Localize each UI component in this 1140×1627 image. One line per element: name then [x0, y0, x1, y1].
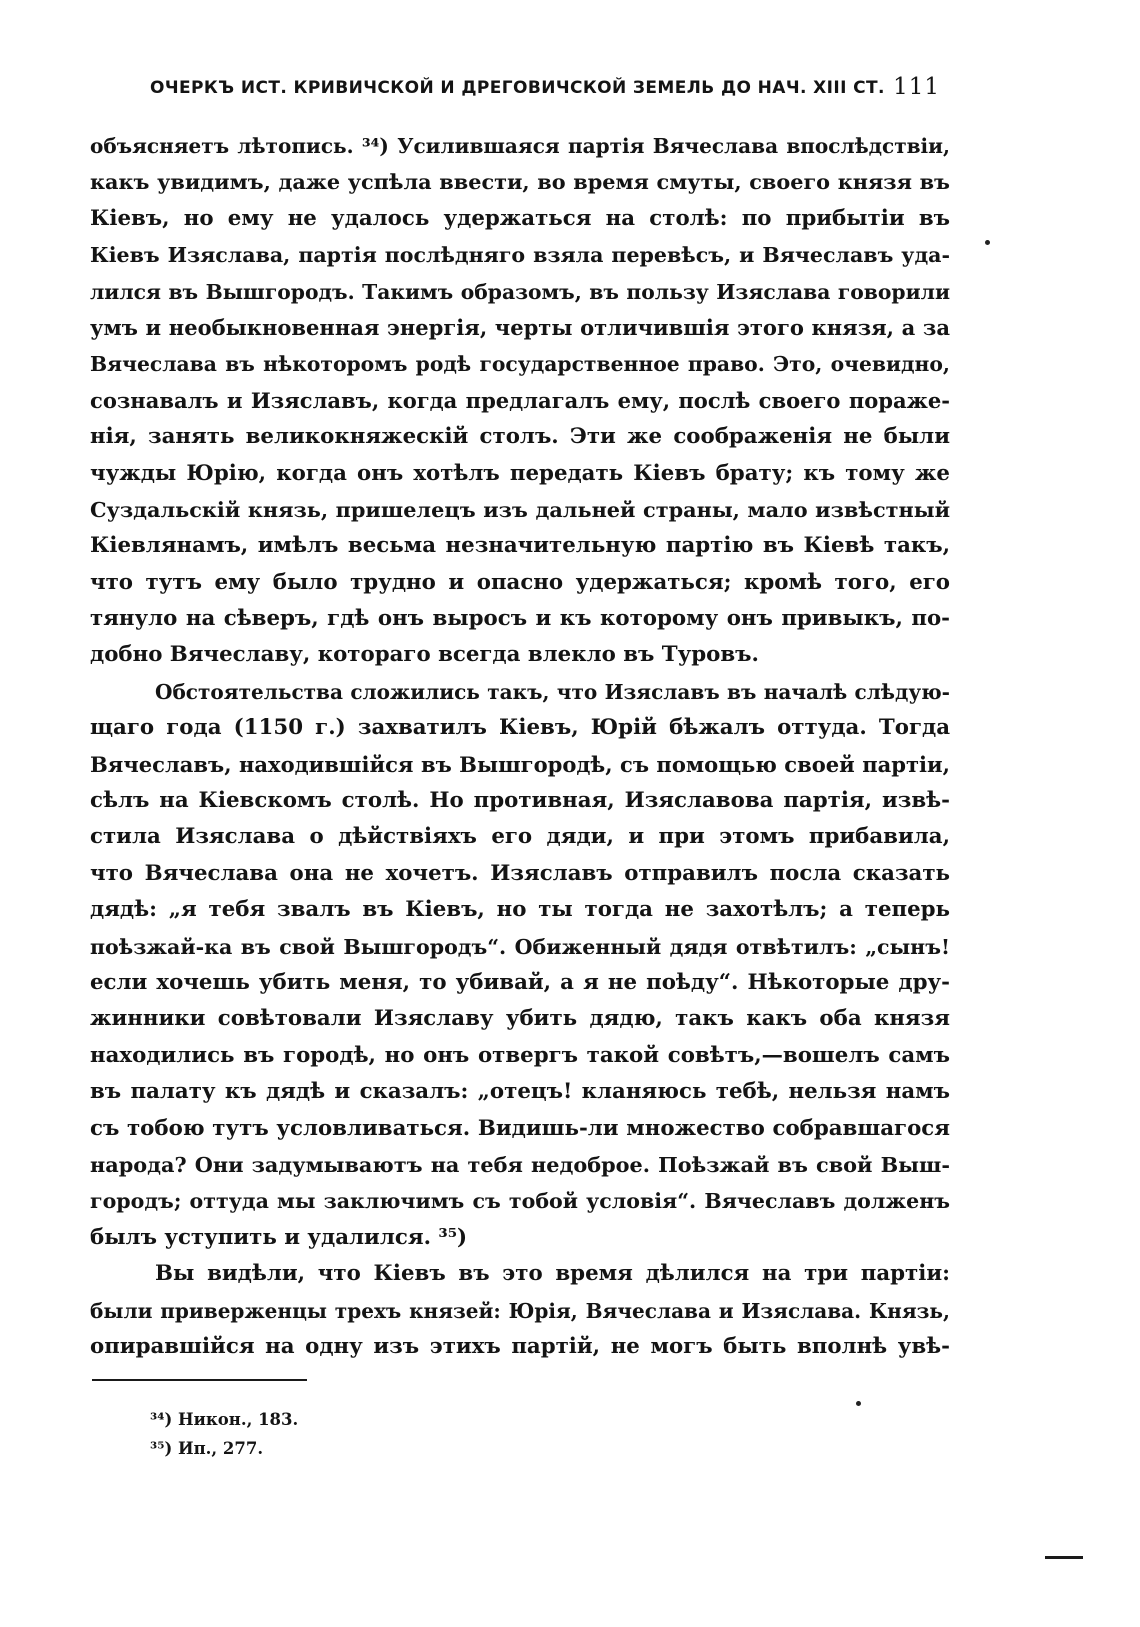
text-line: городъ; оттуда мы заключимъ съ тобой условія“. Вячеславъ долженъ	[90, 1189, 950, 1214]
page-number: 111	[893, 74, 940, 100]
text-line: нія, занять великокняжескій столъ. Эти же соображенія не были	[90, 424, 950, 450]
text-line: народа? Они задумываютъ на тебя недоброе. Поѣзжай въ свой Выш-	[90, 1151, 950, 1177]
paragraph-start-line: Вы видѣли, что Кіевъ въ это время дѣлился на три партіи:	[155, 1261, 950, 1287]
text-line: въ палату къ дядѣ и сказалъ: „отецъ! кланяюсь тебѣ, нельзя намъ	[90, 1079, 950, 1105]
print-speck	[856, 1401, 861, 1406]
text-line: чужды Юрію, когда онъ хотѣлъ передать Кіевъ брату; къ тому же	[90, 460, 950, 486]
text-line: поѣзжай-ка въ свой Вышгородъ“. Обиженный дядя отвѣтилъ: „сынъ!	[90, 934, 950, 959]
footnote-35: ³⁵) Ип., 277.	[150, 1439, 264, 1458]
text-line: стила Изяслава о дѣйствіяхъ его дяди, и при этомъ прибавила,	[90, 824, 950, 850]
text-line: добно Вячеславу, котораго всегда влекло въ Туровъ.	[90, 642, 759, 668]
text-line: дядѣ: „я тебя звалъ въ Кіевъ, но ты тогда не захотѣлъ; а теперь	[90, 897, 950, 923]
print-speck	[985, 240, 990, 245]
text-line: какъ увидимъ, даже успѣла ввести, во время смуты, своего князя въ	[90, 169, 950, 195]
text-line: находились въ городѣ, но онъ отвергъ такой совѣтъ,—вошелъ самъ	[90, 1042, 950, 1068]
running-title: ОЧЕРКЪ ИСТ. КРИВИЧСКОЙ И ДРЕГОВИЧСКОЙ ЗЕМЕЛЬ ДО НАЧ. XIII СТ.	[150, 78, 885, 98]
page-edge-mark	[1045, 1556, 1083, 1559]
text-line: Вячеслава въ нѣкоторомъ родѣ государственное право. Это, очевидно,	[90, 352, 950, 377]
footnote-34: ³⁴) Никон., 183.	[150, 1410, 299, 1429]
text-line: Вячеславъ, находившійся въ Вышгородѣ, съ помощью своей партіи,	[90, 751, 950, 777]
text-line: Кіевъ, но ему не удалось удержаться на столѣ: по прибытіи въ	[90, 205, 950, 231]
text-line: былъ уступить и удалился. ³⁵)	[90, 1224, 468, 1250]
text-line: что Вячеслава она не хочетъ. Изяславъ отправилъ посла сказать	[90, 860, 950, 886]
text-line: Кіевлянамъ, имѣлъ весьма незначительную партію въ Кіевѣ такъ,	[90, 533, 950, 559]
text-line: сѣлъ на Кіевскомъ столѣ. Но противная, Изяславова партія, извѣ-	[90, 788, 950, 814]
text-line: умъ и необыкновенная энергія, черты отличившія этого князя, а за	[90, 314, 950, 340]
text-line: Суздальскій князь, пришелецъ изъ дальней страны, мало извѣстный	[90, 496, 950, 522]
text-line: тянуло на сѣверъ, гдѣ онъ выросъ и къ которому онъ привыкъ, по-	[90, 606, 950, 632]
text-line: что тутъ ему было трудно и опасно удержаться; кромѣ того, его	[90, 569, 950, 595]
footnotes	[150, 1405, 298, 1463]
text-line: съ тобою тутъ условливаться. Видишь-ли множество собравшагося	[90, 1115, 950, 1141]
running-header	[150, 74, 940, 106]
text-line: были приверженцы трехъ князей: Юрія, Вячеслава и Изяслава. Князь,	[90, 1298, 950, 1323]
text-line: жинники совѣтовали Изяславу убить дядю, такъ какъ оба князя	[90, 1006, 950, 1032]
text-line: объясняетъ лѣтопись. ³⁴) Усилившаяся партія Вячеслава впослѣдствіи,	[90, 134, 950, 158]
text-line: щаго года (1150 г.) захватилъ Кіевъ, Юрій бѣжалъ оттуда. Тогда	[90, 715, 950, 741]
body-text	[90, 128, 950, 1365]
text-line: лился въ Вышгородъ. Такимъ образомъ, въ пользу Изяслава говорили	[90, 279, 950, 304]
text-line: Кіевъ Изяслава, партія послѣдняго взяла перевѣсъ, и Вячеславъ уда-	[90, 243, 950, 268]
text-line: сознавалъ и Изяславъ, когда предлагалъ ему, послѣ своего пораже-	[90, 387, 950, 413]
paragraph-start-line: Обстоятельства сложились такъ, что Изяславъ въ началѣ слѣдую-	[155, 679, 950, 704]
text-line: если хочешь убить меня, то убивай, а я не поѣду“. Нѣкоторые дру-	[90, 969, 950, 995]
text-line: опиравшійся на одну изъ этихъ партій, не могъ быть вполнѣ увѣ-	[90, 1333, 950, 1359]
footnote-divider	[92, 1379, 307, 1381]
